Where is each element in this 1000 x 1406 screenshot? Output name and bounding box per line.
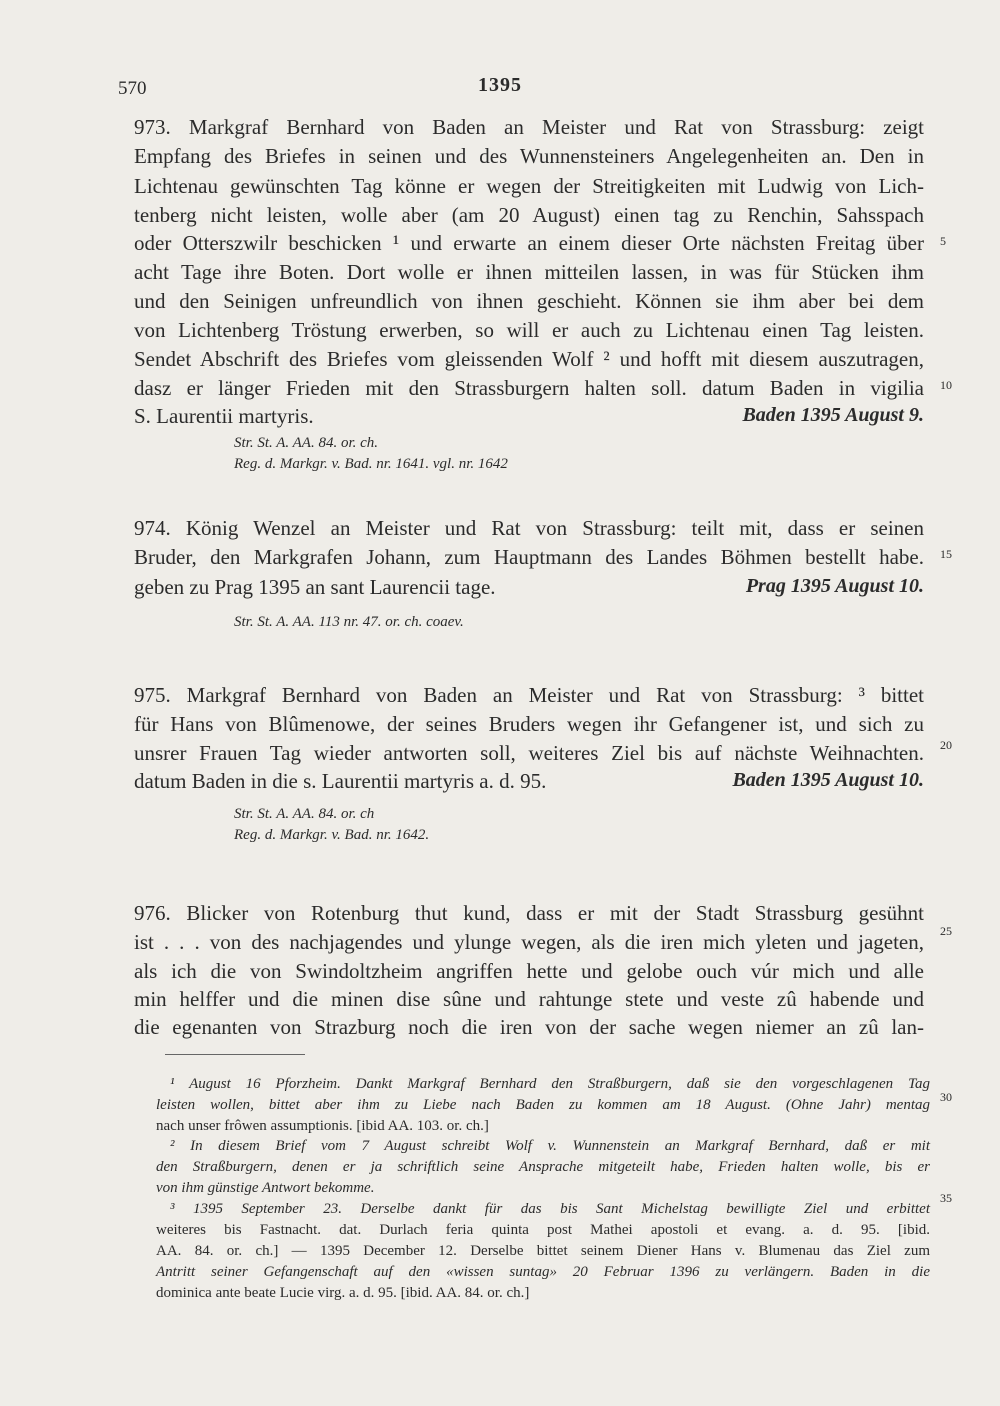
entry-976-line-2: ist . . . von des nachjagendes und ylunge wegen, als die iren mich yleten und jageten, (134, 930, 924, 954)
entry-973-line-3: Lichtenau gewünschten Tag könne er wegen der Streitigkeiten mit Ludwig von Lich- (134, 174, 924, 198)
footnote-1-line-2: leisten wollen, bittet aber ihm zu Liebe nach Baden zu kommen am 18 August. (Ohne Jahr) mentag (156, 1097, 930, 1113)
entry-973-date: Baden 1395 August 9. (742, 404, 924, 426)
entry-974-date: Prag 1395 August 10. (745, 575, 924, 597)
entry-975-date: Baden 1395 August 10. (732, 769, 924, 791)
entry-974-source-1: Str. St. A. AA. 113 nr. 47. or. ch. coaev. (234, 614, 464, 630)
footnote-3-line-5: dominica ante beate Lucie virg. a. d. 95. [ibid. AA. 84. or. ch.] (156, 1285, 530, 1301)
footnote-1-line-1: ¹ August 16 Pforzheim. Dankt Markgraf Bernhard den Straßburgern, daß sie den vorgeschlagenen Tag (170, 1076, 930, 1092)
footnote-3-line-1: ³ 1395 September 23. Derselbe dankt für das bis Sant Michelstag bewilligte Ziel und erbittet (170, 1201, 930, 1217)
margin-line-number: 15 (940, 547, 952, 561)
margin-line-number: 5 (940, 234, 946, 248)
entry-975-line-4: datum Baden in die s. Laurentii martyris a. d. 95. (134, 769, 547, 793)
entry-973-line-1: 973. Markgraf Bernhard von Baden an Meister und Rat von Strassburg: zeigt (134, 115, 924, 139)
entry-973-line-2: Empfang des Briefes in seinen und des Wunnensteiners Angelegenheiten an. Den in (134, 144, 924, 168)
entry-973-line-6: acht Tage ihre Boten. Dort wolle er ihnen mitteilen lassen, in was für Stücken ihm (134, 260, 924, 284)
margin-line-number: 30 (940, 1090, 952, 1104)
entry-973-source-1: Str. St. A. AA. 84. or. ch. (234, 435, 379, 451)
entry-976-line-1: 976. Blicker von Rotenburg thut kund, dass er mit der Stadt Strassburg gesühnt (134, 901, 924, 925)
entry-975-line-3: unsrer Frauen Tag wieder antworten soll, weiteres Ziel bis auf nächste Weihnachten. (134, 741, 924, 765)
entry-976-line-3: als ich die von Swindoltzheim angriffen hette und gelobe ouch vúr mich und alle (134, 959, 924, 983)
entry-973-line-9: Sendet Abschrift des Briefes vom gleissenden Wolf ² und hofft mit diesem auszutragen, (134, 347, 924, 371)
entry-976-line-4: min helffer und die minen dise sûne und rahtunge stete und veste zû habende und (134, 987, 924, 1011)
footnote-3-line-4: Antritt seiner Gefangenschaft auf den «wissen suntag» 20 Februar 1396 zu verlängern. Baden in die (156, 1264, 930, 1280)
entry-976-line-5: die egenanten von Strazburg noch die iren von der sache wegen niemer an zû lan- (134, 1015, 924, 1039)
footnote-2-line-2: den Straßburgern, denen er ja schriftlich seine Ansprache mitgeteilt habe, Frieden halten wolle, bis er (156, 1159, 930, 1175)
margin-line-number: 25 (940, 924, 952, 938)
entry-975-line-1: 975. Markgraf Bernhard von Baden an Meister und Rat von Strassburg: ³ bittet (134, 683, 924, 707)
footnote-rule (165, 1054, 305, 1055)
page-number: 570 (118, 78, 147, 99)
entry-973-line-11: S. Laurentii martyris. (134, 404, 314, 428)
entry-973-line-4: tenberg nicht leisten, wolle aber (am 20 August) einen tag zu Renchin, Sahsspach (134, 203, 924, 227)
entry-975-line-2: für Hans von Blûmenowe, der seines Bruders wegen ihr Gefangener ist, und sich zu (134, 712, 924, 736)
entry-973-line-5: oder Otterszwilr beschicken ¹ und erwarte an einem dieser Orte nächsten Freitag über (134, 231, 924, 255)
entry-973-source-2: Reg. d. Markgr. v. Bad. nr. 1641. vgl. nr. 1642 (234, 456, 508, 472)
entry-974-line-2: Bruder, den Markgrafen Johann, zum Hauptmann des Landes Böhmen bestellt habe. (134, 545, 924, 569)
entry-973-line-7: und den Seinigen unfreundlich von ihnen geschieht. Können sie ihm aber bei dem (134, 289, 924, 313)
entry-975-source-1: Str. St. A. AA. 84. or. ch (234, 806, 375, 822)
footnote-2-line-1: ² In diesem Brief vom 7 August schreibt Wolf v. Wunnenstein an Markgraf Bernhard, daß er mit (170, 1138, 930, 1154)
margin-line-number: 20 (940, 738, 952, 752)
entry-975-source-2: Reg. d. Markgr. v. Bad. nr. 1642. (234, 827, 430, 843)
footnote-1-line-3: nach unser frôwen assumptionis. [ibid AA. 103. or. ch.] (156, 1118, 489, 1134)
running-header-year: 1395 (478, 74, 522, 96)
entry-973-line-8: von Lichtenberg Tröstung erwerben, so will er auch zu Lichtenau einen Tag leisten. (134, 318, 924, 342)
margin-line-number: 10 (940, 378, 952, 392)
entry-973-line-10: dasz er länger Frieden mit den Strassburgern halten soll. datum Baden in vigilia (134, 376, 924, 400)
footnote-3-line-2: weiteres bis Fastnacht. dat. Durlach feria quinta post Mathei apostoli et evang. a. d. 95. [ibid. (156, 1222, 930, 1238)
entry-974-line-3: geben zu Prag 1395 an sant Laurencii tage. (134, 575, 496, 599)
margin-line-number: 35 (940, 1191, 952, 1205)
footnote-3-line-3: AA. 84. or. ch.] — 1395 December 12. Derselbe bittet seinem Diener Hans v. Blumenau das Ziel zum (156, 1243, 930, 1259)
footnote-2-line-3: von ihm günstige Antwort bekomme. (156, 1180, 375, 1196)
entry-974-line-1: 974. König Wenzel an Meister und Rat von Strassburg: teilt mit, dass er seinen (134, 516, 924, 540)
